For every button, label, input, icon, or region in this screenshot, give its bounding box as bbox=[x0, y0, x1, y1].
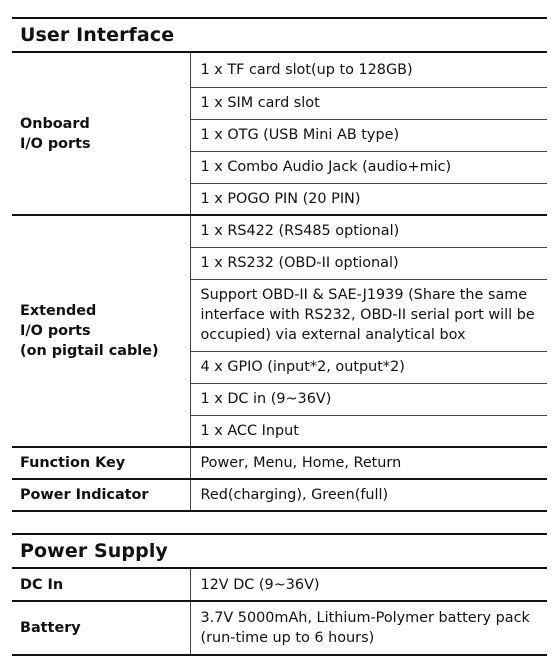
table-row bbox=[12, 447, 547, 479]
row-label-power-indicator: Power Indicator bbox=[12, 479, 190, 511]
user-interface-table bbox=[12, 53, 547, 512]
table-cell: 1 x RS422 (RS485 optional) bbox=[190, 215, 547, 247]
table-cell: Red(charging), Green(full) bbox=[190, 479, 547, 511]
label-line: Extended bbox=[20, 303, 97, 319]
label-line: I/O ports bbox=[20, 135, 91, 152]
table-cell: 12V DC (9~36V) bbox=[190, 569, 547, 601]
user-interface-section bbox=[12, 17, 547, 512]
section-title-power-supply: Power Supply bbox=[12, 533, 547, 569]
row-label-extended-io bbox=[12, 215, 190, 447]
row-label-dc-in: DC In bbox=[12, 569, 190, 601]
label-line: Onboard bbox=[20, 115, 90, 132]
table-cell: 1 x TF card slot(up to 128GB) bbox=[190, 53, 547, 87]
table-cell: 1 x POGO PIN (20 PIN) bbox=[190, 183, 547, 215]
table-cell: 1 x Combo Audio Jack (audio+mic) bbox=[190, 151, 547, 183]
row-label-onboard-io bbox=[12, 53, 190, 215]
table-cell: Support OBD-II & SAE-J1939 (Share the same interface with RS232, OBD-II serial port will be occupied) via external analytical box bbox=[190, 279, 547, 351]
table-cell: 1 x ACC Input bbox=[190, 415, 547, 447]
table-cell: 1 x RS232 (OBD-II optional) bbox=[190, 247, 547, 279]
label-line: I/O ports bbox=[20, 323, 91, 339]
power-supply-table bbox=[12, 569, 547, 656]
table-row bbox=[12, 601, 547, 655]
table-cell: 3.7V 5000mAh, Lithium-Polymer battery pack (run-time up to 6 hours) bbox=[190, 601, 547, 655]
table-row bbox=[12, 479, 547, 511]
table-cell: 1 x SIM card slot bbox=[190, 87, 547, 119]
row-label-function-key: Function Key bbox=[12, 447, 190, 479]
label-line: (on pigtail cable) bbox=[20, 343, 159, 359]
table-row bbox=[12, 53, 547, 87]
power-supply-section bbox=[12, 533, 547, 656]
table-row bbox=[12, 569, 547, 601]
row-label-battery: Battery bbox=[12, 601, 190, 655]
table-cell: 4 x GPIO (input*2, output*2) bbox=[190, 351, 547, 383]
table-cell: Power, Menu, Home, Return bbox=[190, 447, 547, 479]
section-title-user-interface: User Interface bbox=[12, 17, 547, 53]
table-cell: 1 x DC in (9~36V) bbox=[190, 383, 547, 415]
table-row bbox=[12, 215, 547, 247]
table-cell: 1 x OTG (USB Mini AB type) bbox=[190, 119, 547, 151]
